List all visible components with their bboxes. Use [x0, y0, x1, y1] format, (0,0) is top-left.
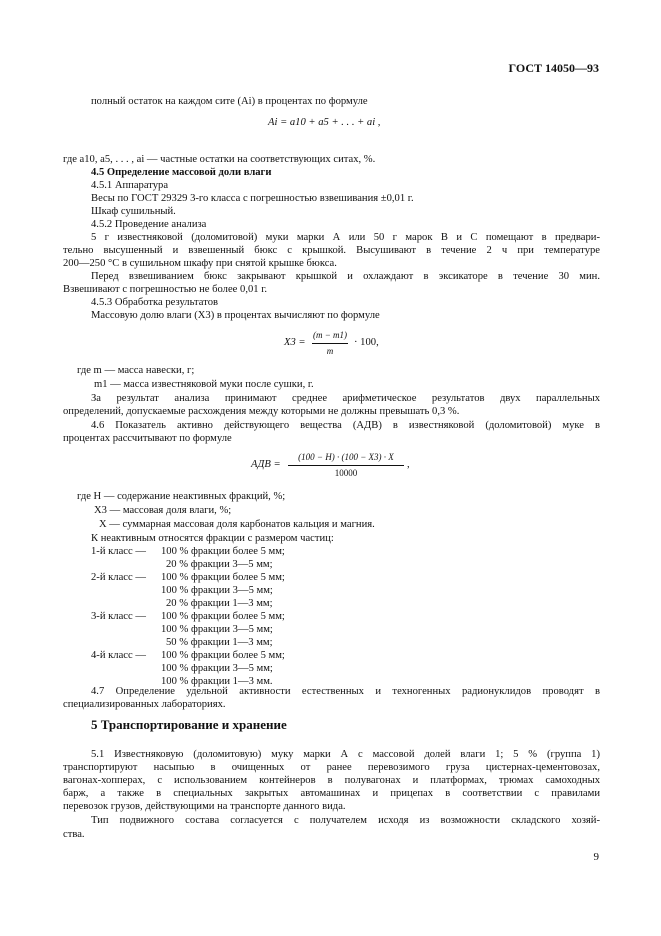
text-line: полный остаток на каждом сите (Ai) в процентах по формуле	[91, 96, 368, 107]
text-line: Весы по ГОСТ 29329 3-го класса с погрешностью взвешивания ±0,01 г.	[91, 193, 414, 204]
fraction-numerator: (100 − H) · (100 − X3) · X	[298, 452, 394, 462]
text-line: барж, а также в специальных закрытых автомашинах и прицепах в соответствии с правилами	[63, 788, 600, 799]
formula-rhs: ,	[407, 459, 410, 470]
where-line: X3 — массовая доля влаги, %;	[94, 505, 232, 516]
text-line: вагонах-хопперах, с использованием контейнеров в полувагонах и платформах, трюмах самоходных	[63, 775, 600, 786]
fraction-class-label: 1-й класс —	[91, 546, 146, 557]
text-line: тельно высушенный и взвешенный бюкс с крышкой. Высушивают в течение 2 ч при температуре	[63, 245, 600, 256]
subsection-heading: 4.5.2 Проведение анализа	[91, 219, 207, 230]
text-line: где a10, a5, . . . , ai — частные остатки на соответствующих ситах, %.	[63, 154, 376, 165]
text-line: За результат анализа принимают среднее арифметическое результатов двух параллельных	[91, 393, 600, 404]
text-line: Тип подвижного состава согласуется с получателем исходя из возможности складского хозяй-	[91, 815, 600, 826]
text-line: 5.1 Известняковую (доломитовую) муку марки А с массовой долей влаги 1; 5 % (группа 1)	[91, 749, 600, 760]
section-heading: 4.5 Определение массовой доли влаги	[91, 167, 272, 178]
document-id: ГОСТ 14050—93	[508, 61, 599, 75]
where-line: где H — содержание неактивных фракций, %;	[77, 491, 286, 502]
fraction-row: 50 % фракции 1—3 мм;	[166, 637, 273, 648]
subsection-heading: 4.5.3 Обработка результатов	[91, 297, 218, 308]
fraction-row: 100 % фракции 3—5 мм;	[161, 624, 273, 635]
section-5-title: 5 Транспортирование и хранение	[91, 717, 287, 732]
formula-sum: Ai = a10 + a5 + . . . + ai ,	[268, 117, 381, 128]
fraction-row: 100 % фракции 3—5 мм;	[161, 585, 273, 596]
text-line: определений, допускаемые расхождения между которыми не должны превышать 0,3 %.	[63, 406, 460, 417]
fraction-bar	[312, 343, 348, 344]
formula-lhs: АДВ =	[251, 459, 281, 470]
text-line: перевозок грузов, действующими на транспорте данного вида.	[63, 801, 346, 812]
fraction-row: 20 % фракции 1—3 мм;	[166, 598, 273, 609]
fraction-bar	[288, 465, 404, 466]
formula-rhs: · 100,	[354, 337, 379, 348]
text-line: Массовую долю влаги (X3) в процентах вычисляют по формуле	[91, 310, 380, 321]
text-line: 200—250 °С в сушильном шкафу при снятой крышке бюкса.	[63, 258, 337, 269]
text-line: Взвешивают с погрешностью не более 0,01 г.	[63, 284, 268, 295]
page-number: 9	[593, 851, 599, 863]
where-line: m1 — масса известняковой муки после сушки, г.	[94, 379, 314, 390]
text-line: специализированных лабораториях.	[63, 699, 226, 710]
text-line: 4.6 Показатель активно действующего вещества (АДВ) в известняковой (доломитовой) муке в	[91, 420, 600, 431]
where-line: где m — масса навески, г;	[77, 365, 195, 376]
text-line: процентах рассчитывают по формуле	[63, 433, 232, 444]
fraction-row: 100 % фракции 3—5 мм;	[161, 663, 273, 674]
text-line: К неактивным относятся фракции с размером частиц:	[91, 533, 334, 544]
fraction-class-label: 2-й класс —	[91, 572, 146, 583]
fraction-denominator: m	[326, 346, 334, 356]
text-line: 5 г известняковой (доломитовой) муки марки А или 50 г марок В и С помещают в предвари-	[91, 232, 600, 243]
text-line: 4.7 Определение удельной активности естественных и техногенных радионуклидов проводят в	[91, 686, 600, 697]
text-line: Перед взвешиванием бюкс закрывают крышкой и охлаждают в эксикаторе в течение 30 мин.	[91, 271, 600, 282]
text-line: Шкаф сушильный.	[91, 206, 176, 217]
fraction-row: 100 % фракции более 5 мм;	[161, 611, 285, 622]
text-line: ства.	[63, 829, 85, 840]
fraction-row: 100 % фракции более 5 мм;	[161, 572, 285, 583]
fraction-row: 20 % фракции 3—5 мм;	[166, 559, 273, 570]
fraction-denominator: 10000	[334, 468, 358, 478]
fraction-class-label: 4-й класс —	[91, 650, 146, 661]
fraction-row: 100 % фракции 1—3 мм.	[161, 676, 273, 687]
text-line: транспортируют насыпью в очищенных от ранее перевозимого груза цистернах-цементовозах,	[63, 762, 600, 773]
fraction-numerator: (m − m1)	[312, 330, 348, 340]
subsection-heading: 4.5.1 Аппаратура	[91, 180, 169, 191]
fraction-row: 100 % фракции более 5 мм;	[161, 650, 285, 661]
formula-lhs: X3 =	[284, 337, 306, 348]
fraction-row: 100 % фракции более 5 мм;	[161, 546, 285, 557]
where-line: X — суммарная массовая доля карбонатов кальция и магния.	[99, 519, 375, 530]
fraction-class-label: 3-й класс —	[91, 611, 146, 622]
